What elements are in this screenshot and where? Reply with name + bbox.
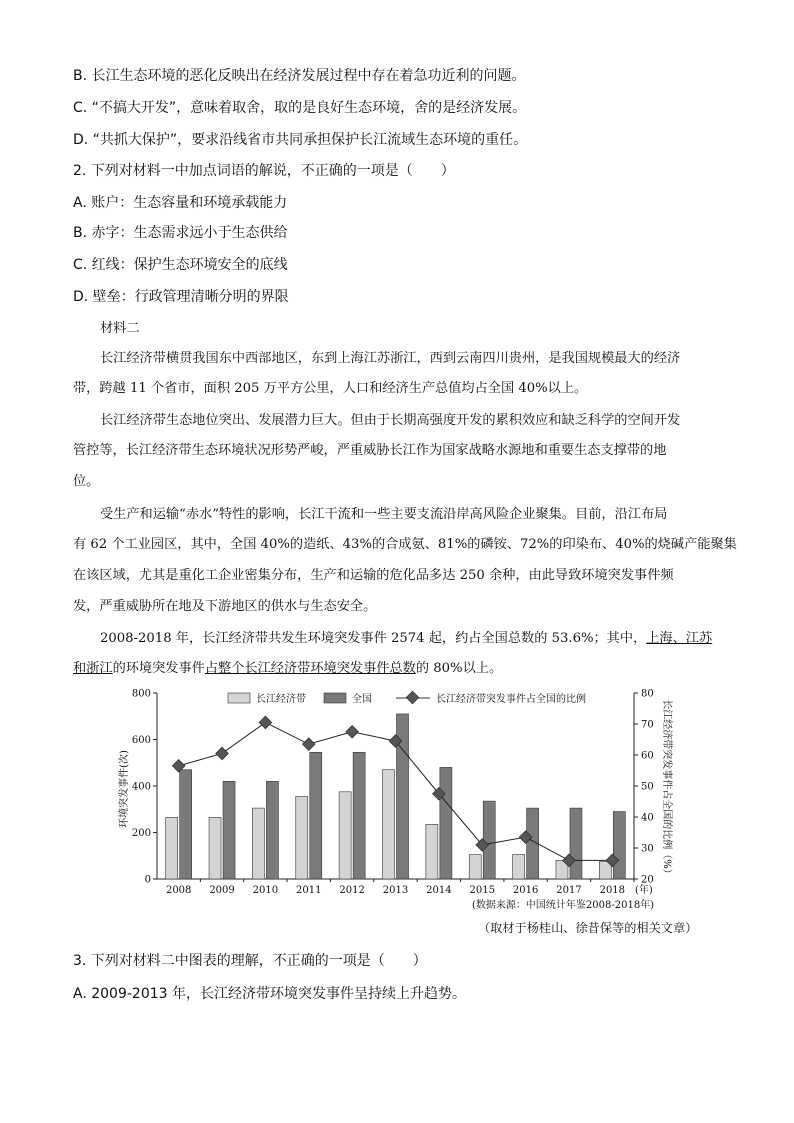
left-tick-label: 800 [131,688,151,700]
m2-p2-line3: 位。 [73,474,100,489]
right-tick-label: 60 [641,750,654,762]
bar-yangtze-2013 [383,770,395,879]
m2-p2-line2: 管控等，长江经济带生态环境状况形势严峻，严重威胁长江作为国家战略水源地和重要生态支撑带的地 [73,443,667,458]
right-tick-label: 80 [641,688,654,700]
left-tick-label: 0 [144,874,151,886]
x-tick-label-2011: 2011 [296,885,322,896]
bar-yangtze-2011 [296,796,308,879]
ratio-point-2009 [216,747,229,760]
m2-p3-line1: 受生产和运输“赤水”特性的影响，长江干流和一些主要支流沿岸高风险企业聚集。目前，沿江布局 [100,507,668,522]
x-tick-label-2010: 2010 [252,885,279,896]
bar-yangtze-2015 [469,855,481,879]
x-tick-label-2016: 2016 [512,885,539,896]
right-tick-label: 50 [641,781,654,793]
m2-p1-line1: 长江经济带横贯我国东中西部地区，东到上海江苏浙江，西到云南四川贵州，是我国规模最大的经济 [100,351,681,366]
ratio-point-2010 [259,716,272,729]
x-tick-label-2009: 2009 [209,885,235,896]
x-tick-label-2017: 2017 [556,885,582,896]
m2-p4-text-c: 的 80%以上。 [415,661,503,676]
m2-p1-line2: 带，跨越 11 个省市，面积 205 万平方公里，人口和经济生产总值均占全国 40%以上。 [73,381,588,396]
legend-swatch-national [324,693,346,703]
bar-national-2018 [613,812,625,879]
m2-p3-line2: 有 62 个工业园区，其中，全国 40%的造纸、43%的合成氨、81%的磷铵、72%的印染布、40%的烧碱产能聚集 [73,537,737,552]
bar-national-2011 [310,752,322,879]
x-tick-label-2012: 2012 [339,885,365,896]
bar-yangtze-2008 [166,817,178,879]
question-2: 2. 下列对材料一中加点词语的解说，不正确的一项是（ ） [73,163,455,179]
x-tick-label-2008: 2008 [165,885,192,896]
chart-legend [228,691,586,705]
bar-yangtze-2009 [209,817,221,879]
bar-national-2014 [440,767,452,879]
x-tick-label-2018: 2018 [599,885,626,896]
option-b: B. 长江生态环境的恶化反映出在经济发展过程中存在着急功近利的问题。 [73,68,526,84]
m2-p3-line4: 发，严重威胁所在地及下游地区的供水与生态安全。 [73,599,377,614]
m2-p4-underline-3: 占整个长江经济带环境突发事件总数 [204,661,416,676]
left-tick-label: 400 [131,781,151,793]
q2-option-c: C. 红线：保护生态环境安全的底线 [73,257,288,273]
q2-option-b: B. 赤字：生态需求远小于生态供给 [73,225,288,241]
bar-yangtze-2012 [339,792,351,879]
x-tick-label-2015: 2015 [469,885,495,896]
bar-national-2009 [223,781,235,879]
m2-p3-line3: 在该区域，尤其是重化工企业密集分布，生产和运输的危化品多达 250 余种，由此导致环境突发事件频 [73,568,674,583]
m2-p4-line1 [100,630,712,648]
left-axis-label: 环境突发事件(次) [119,750,130,828]
legend-swatch-yangtze [228,693,250,703]
right-tick-label: 30 [641,843,654,855]
legend-marker-ratio [406,691,419,704]
right-tick-label: 20 [641,874,654,886]
bar-national-2015 [483,801,495,879]
bar-national-2010 [266,781,278,879]
legend-label-yangtze: 长江经济带 [256,694,306,705]
right-tick-label: 40 [641,812,654,824]
data-source-note: (数据来源：中国统计年鉴2008-2018年) [472,900,655,911]
bar-yangtze-2010 [252,808,264,879]
environment-incidents-chart [110,686,670,912]
source-attribution: （取材于杨桂山、徐昔保等的相关文章） [478,921,698,935]
m2-p4-line2 [73,660,502,678]
m2-p4-text-a: 2008-2018 年，长江经济带共发生环境突发事件 2574 起，约占全国总数的 53.6%；其中， [100,631,647,646]
m2-p4-underline-1: 上海、江苏 [646,631,713,646]
x-tick-label-2014: 2014 [426,885,452,896]
bar-national-2017 [570,808,582,879]
bar-yangtze-2014 [426,824,438,879]
q3-option-a: A. 2009-2013 年，长江经济带环境突发事件呈持续上升趋势。 [73,986,466,1002]
question-3: 3. 下列对材料二中图表的理解，不正确的一项是（ ） [73,953,427,969]
bar-national-2012 [353,752,365,879]
option-d: D. “共抓大保护”，要求沿线省市共同承担保护长江流域生态环境的重任。 [73,132,528,148]
left-tick-label: 600 [131,735,151,746]
m2-p2-line1: 长江经济带生态地位突出、发展潜力巨大。但由于长期高强度开发的累积效应和缺乏科学的空间开发 [100,413,681,428]
m2-p4-underline-2: 和浙江 [73,661,113,676]
ratio-point-2011 [302,738,315,751]
bar-national-2008 [180,770,192,879]
legend-label-national: 全国 [352,694,372,705]
right-axis-label: 长江经济带突发事件占全国的比例（%） [661,699,672,879]
q2-option-d: D. 壁垒：行政管理清晰分明的界限 [73,289,289,305]
option-c: C. “不搞大开发”，意味着取舍，取的是良好生态环境，舍的是经济发展。 [73,100,527,116]
bar-yangtze-2016 [513,855,525,879]
left-tick-label: 200 [131,828,151,839]
right-tick-label: 70 [641,719,654,731]
x-axis-unit: (年) [635,885,653,896]
q2-option-a: A. 账户：生态容量和环境承载能力 [73,195,288,211]
material-2-heading: 材料二 [100,321,140,336]
m2-p4-text-b: 的环境突发事件 [112,661,205,676]
x-tick-label-2013: 2013 [382,885,409,896]
legend-label-ratio: 长江经济带突发事件占全国的比例 [436,694,586,705]
ratio-point-2012 [346,725,359,738]
